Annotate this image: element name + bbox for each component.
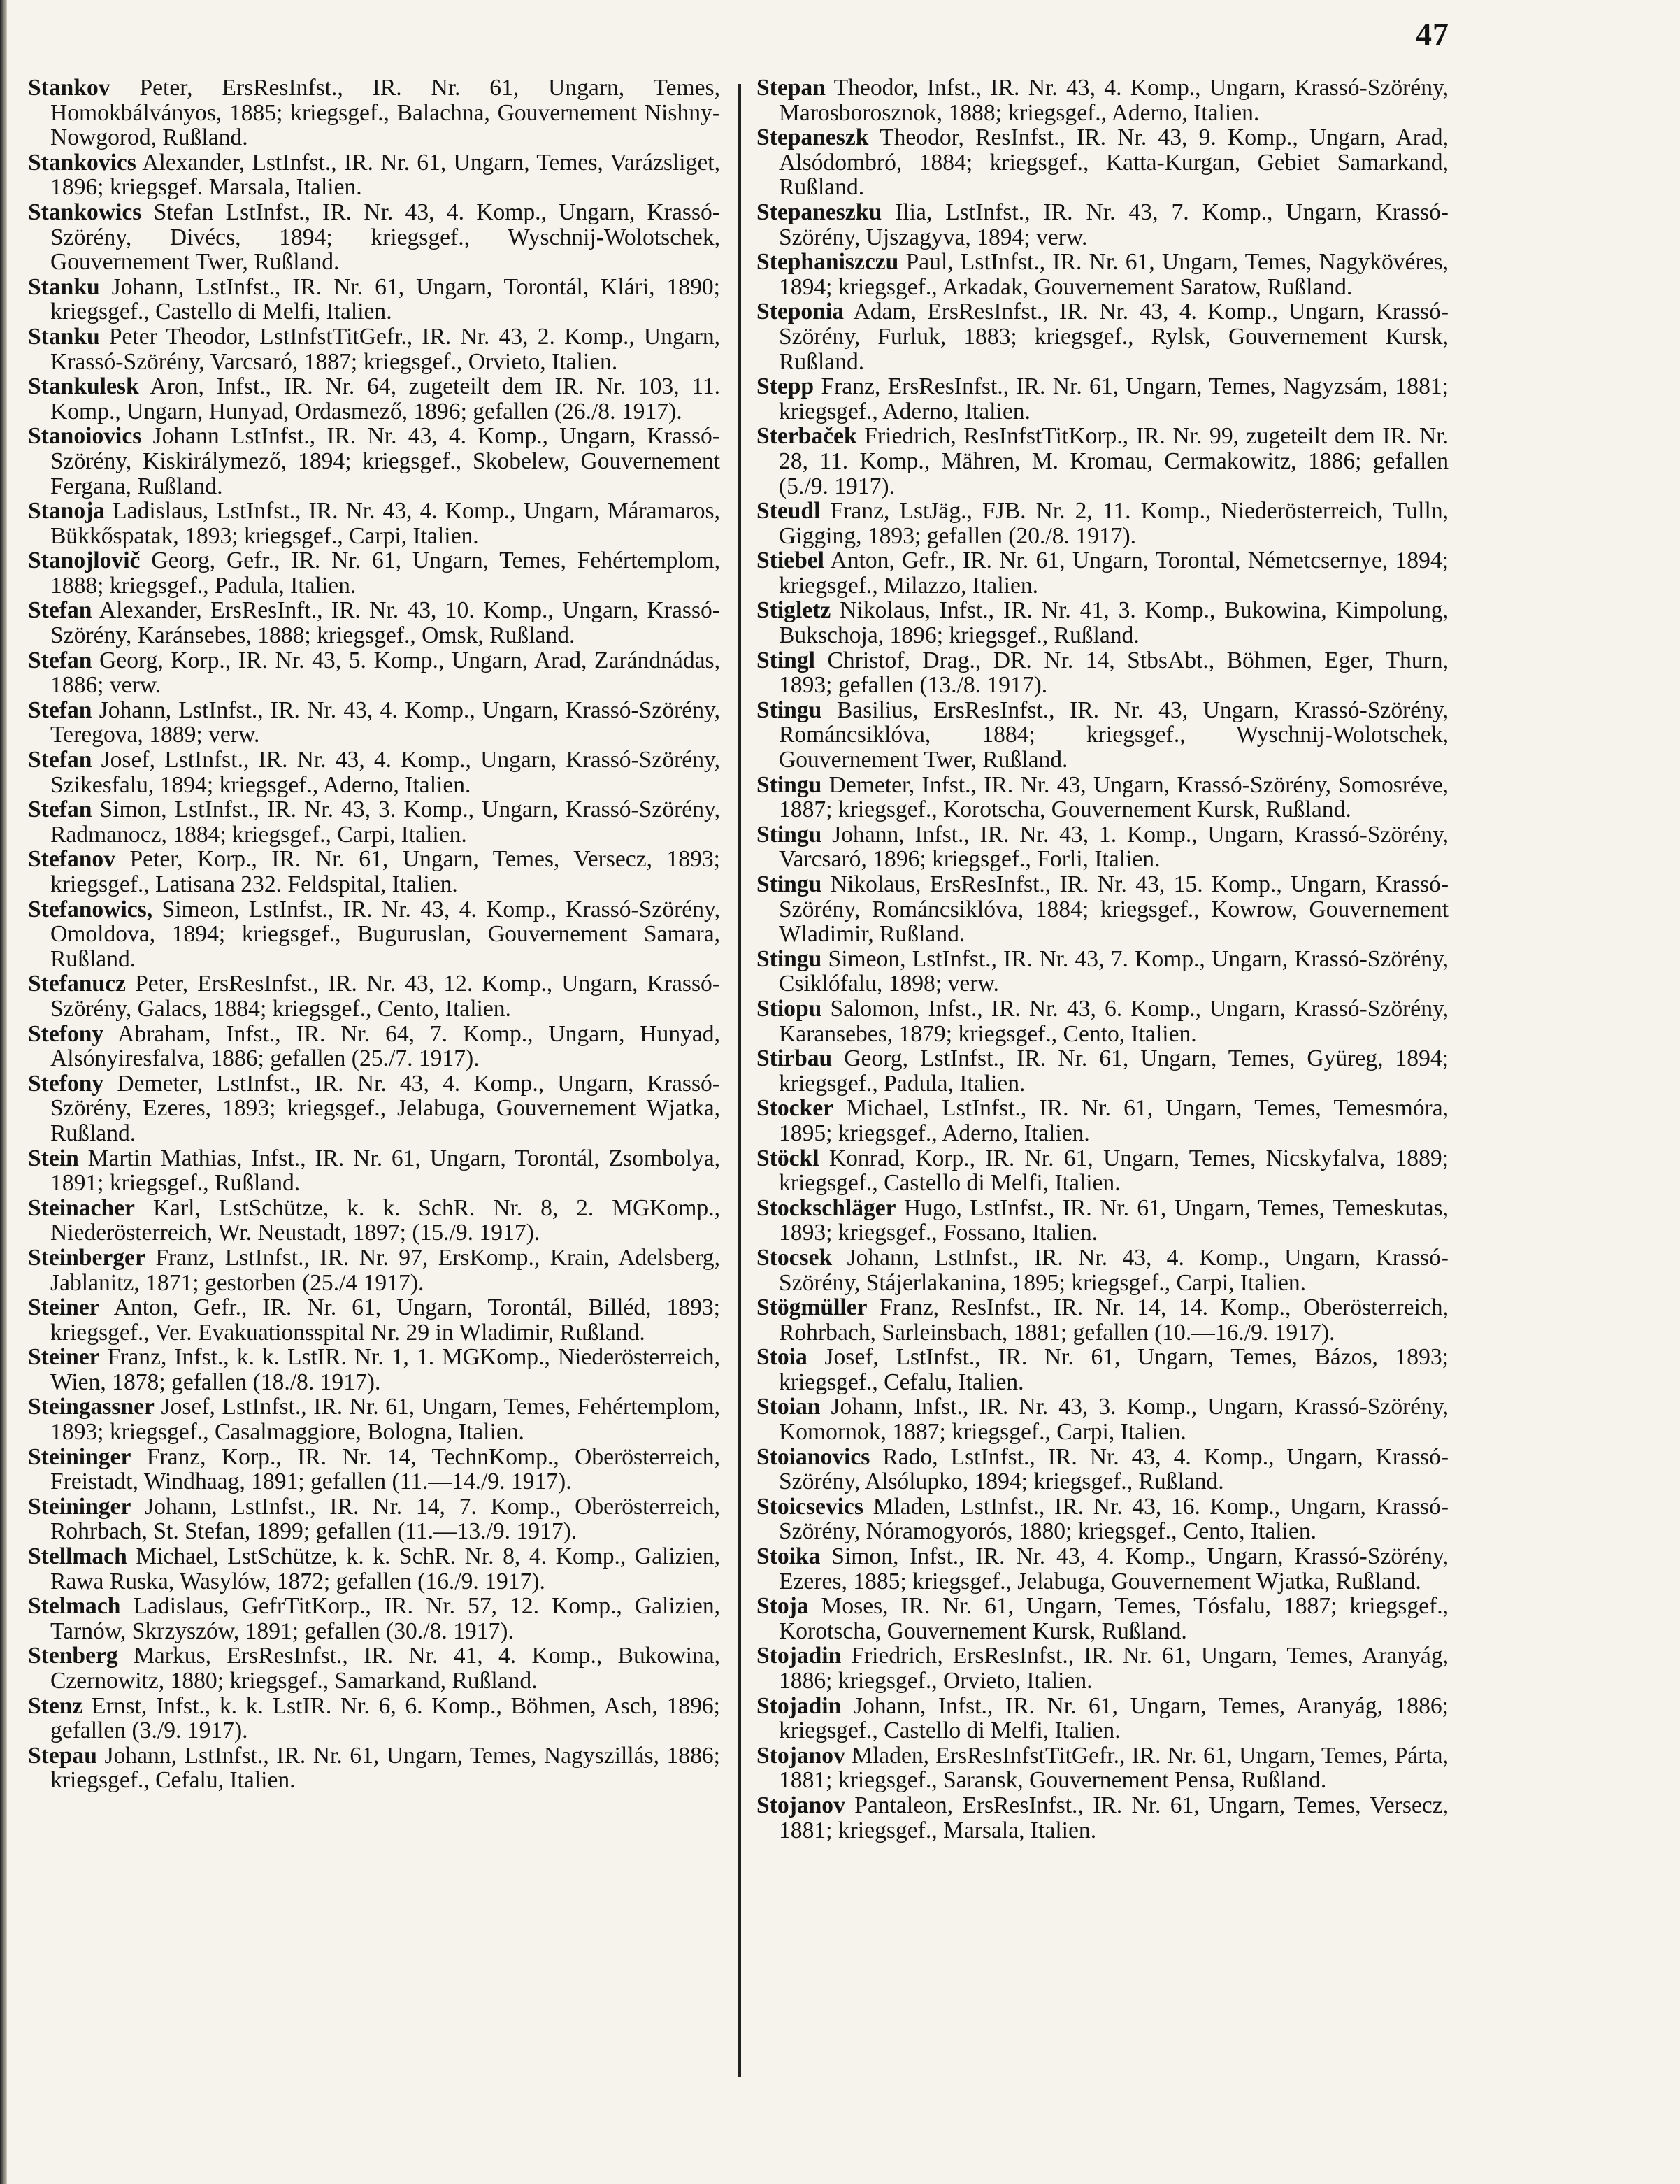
casualty-entry (28, 1643, 720, 1693)
casualty-entry (28, 698, 720, 748)
entry-details: Mladen, ErsResInfstTitGefr., IR. Nr. 61, Ungarn, Temes, Párta, 1881; kriegsgef., Saransk, Gouvernement Pensa, Rußland. (779, 1742, 1449, 1794)
entry-details: Friedrich, ErsResInfst., IR. Nr. 61, Ungarn, Temes, Aranyág, 1886; kriegsgef., Orvieto, Italien. (779, 1643, 1449, 1694)
entry-surname: Stögmüller (756, 1294, 868, 1321)
entry-surname: Stoian (756, 1394, 821, 1420)
casualty-entry (756, 648, 1449, 698)
entry-details: Franz, Infst., k. k. LstIR. Nr. 1, 1. MGKomp., Niederösterreich, Wien, 1878; gefallen (18./8. 1917). (50, 1344, 720, 1395)
entry-details: Ladislaus, LstInfst., IR. Nr. 43, 4. Komp., Ungarn, Máramaros, Bükkőspatak, 1893; kriegsgef., Carpi, Italien. (50, 498, 720, 549)
entry-surname: Steiner (28, 1344, 100, 1371)
casualty-entry (756, 374, 1449, 424)
entry-details: Rado, LstInfst., IR. Nr. 43, 4. Komp., Ungarn, Krassó-Szörény, Alsólupko, 1894; kriegsgef., Rußland. (779, 1443, 1449, 1495)
entry-surname: Stefan (28, 597, 92, 624)
entry-surname: Stirbau (756, 1045, 833, 1072)
entry-surname: Stoia (756, 1344, 807, 1371)
entry-surname: Stepaneszku (756, 199, 882, 225)
entry-surname: Steiner (28, 1294, 100, 1321)
entry-surname: Stefony (28, 1070, 104, 1097)
entry-surname: Stoicsevics (756, 1493, 863, 1520)
entry-details: Peter, Korp., IR. Nr. 61, Ungarn, Temes, Versecz, 1893; kriegsgef., Latisana 232. Feldspital, Italien. (50, 846, 720, 897)
entry-details: Ladislaus, GefrTitKorp., IR. Nr. 57, 12. Komp., Galizien, Tarnów, Skrzyszów, 1891; gefallen (30./8. 1917). (50, 1593, 720, 1644)
casualty-entry (28, 548, 720, 598)
entry-surname: Stoika (756, 1543, 821, 1570)
casualty-entry (28, 648, 720, 698)
entry-details: Demeter, Infst., IR. Nr. 43, Ungarn, Krassó-Szörény, Somosréve, 1887; kriegsgef., Korotscha, Gouvernement Kursk, Rußland. (779, 771, 1449, 823)
casualty-entry (756, 548, 1449, 598)
entry-details: Moses, IR. Nr. 61, Ungarn, Temes, Tósfalu, 1887; kriegsgef., Korotscha, Gouvernement Kursk, Rußland. (779, 1593, 1449, 1644)
casualty-entry (28, 1743, 720, 1793)
entry-surname: Stepp (756, 373, 814, 400)
casualty-entry (28, 598, 720, 648)
casualty-entry (756, 125, 1449, 200)
entry-details: Simon, LstInfst., IR. Nr. 43, 3. Komp., Ungarn, Krassó-Szörény, Radmanocz, 1884; kriegsgef., Carpi, Italien. (50, 797, 720, 848)
left-column (28, 76, 720, 1793)
entry-surname: Stefanowics, (28, 896, 153, 922)
casualty-entry (28, 797, 720, 847)
entry-details: Peter, ErsResInfst., IR. Nr. 43, 12. Komp., Ungarn, Krassó-Szörény, Galacs, 1884; kriegsgef., Cento, Italien. (50, 971, 720, 1022)
entry-surname: Stanku (28, 273, 100, 300)
entry-details: Martin Mathias, Infst., IR. Nr. 61, Ungarn, Torontál, Zsombolya, 1891; kriegsgef., Rußland. (50, 1145, 720, 1197)
casualty-entry (756, 947, 1449, 997)
casualty-entry (756, 499, 1449, 548)
casualty-entry (756, 200, 1449, 250)
entry-details: Franz, LstInfst., IR. Nr. 97, ErsKomp., Krain, Adelsberg, Jablanitz, 1871; gestorben (25./4 1917). (50, 1244, 720, 1296)
entry-surname: Stefan (28, 797, 92, 823)
entry-surname: Stankov (28, 75, 110, 101)
casualty-entry (28, 847, 720, 897)
entry-details: Alexander, LstInfst., IR. Nr. 61, Ungarn, Temes, Varázsliget, 1896; kriegsgef. Marsala, Italien. (50, 149, 720, 201)
entry-details: Peter Theodor, LstInfstTitGefr., IR. Nr. 43, 2. Komp., Ungarn, Krassó-Szörény, Varcsaró, 1887; kriegsgef., Orvieto, Italien. (50, 323, 720, 375)
casualty-entry (28, 1295, 720, 1345)
entry-surname: Stingu (756, 871, 822, 897)
entry-details: Johann, LstInfst., IR. Nr. 43, 4. Komp., Ungarn, Krassó-Szörény, Stájerlakanina, 1895; kriegsgef., Carpi, Italien. (779, 1244, 1449, 1296)
entry-details: Johann LstInfst., IR. Nr. 43, 4. Komp., Ungarn, Krassó-Szörény, Kiskirálymező, 1894; kriegsgef., Skobelew, Gouvernement Fergana, Rußland. (50, 423, 720, 499)
entry-details: Salomon, Infst., IR. Nr. 43, 6. Komp., Ungarn, Krassó-Szörény, Karansebes, 1879; kriegsgef., Cento, Italien. (779, 995, 1449, 1047)
entry-details: Johann, Infst., IR. Nr. 43, 3. Komp., Ungarn, Krassó-Szörény, Komornok, 1887; kriegsgef., Carpi, Italien. (779, 1394, 1449, 1446)
entry-details: Michael, LstSchütze, k. k. SchR. Nr. 8, 4. Komp., Galizien, Rawa Ruska, Wasylów, 1872; gefallen (16./9. 1917). (50, 1543, 720, 1594)
casualty-entry (28, 1594, 720, 1643)
entry-surname: Stojadin (756, 1692, 842, 1719)
entry-surname: Stepaneszk (756, 124, 869, 151)
entry-details: Christof, Drag., DR. Nr. 14, StbsAbt., Böhmen, Eger, Thurn, 1893; gefallen (13./8. 1917). (779, 647, 1449, 699)
casualty-entry (756, 1594, 1449, 1643)
entry-details: Josef, LstInfst., IR. Nr. 43, 4. Komp., Ungarn, Krassó-Szörény, Szikesfalu, 1894; kriegsgef., Aderno, Italien. (50, 747, 720, 798)
entry-details: Johann, LstInfst., IR. Nr. 61, Ungarn, Temes, Nagyszillás, 1886; kriegsgef., Cefalu, Italien. (50, 1742, 720, 1794)
entry-details: Demeter, LstInfst., IR. Nr. 43, 4. Komp., Ungarn, Krassó-Szörény, Ezeres, 1893; kriegsgef., Jelabuga, Gouvernement Wjatka, Rußland. (50, 1070, 720, 1146)
entry-details: Aron, Infst., IR. Nr. 64, zugeteilt dem IR. Nr. 103, 11. Komp., Ungarn, Hunyad, Ordasmező, 1896; gefallen (26./8. 1917). (50, 373, 721, 424)
casualty-entry (28, 150, 720, 200)
entry-surname: Stellmach (28, 1543, 127, 1570)
entry-details: Georg, LstInfst., IR. Nr. 61, Ungarn, Temes, Gyüreg, 1894; kriegsgef., Padula, Italien. (779, 1045, 1449, 1097)
casualty-entry (28, 76, 720, 150)
entry-details: Josef, LstInfst., IR. Nr. 61, Ungarn, Temes, Fehértemplom, 1893; kriegsgef., Casalmaggiore, Bologna, Italien. (50, 1394, 720, 1446)
scan-edge-shadow (0, 0, 7, 2184)
casualty-entry (756, 698, 1449, 773)
casualty-entry (756, 1394, 1449, 1444)
casualty-entry (756, 1694, 1449, 1743)
entry-surname: Stepau (28, 1742, 97, 1769)
casualty-entry (28, 275, 720, 324)
entry-surname: Stigletz (756, 597, 831, 624)
entry-surname: Stefony (28, 1020, 104, 1047)
entry-details: Johann, LstInfst., IR. Nr. 61, Ungarn, Torontál, Klári, 1890; kriegsgef., Castello di Melfi, Italien. (50, 273, 720, 325)
casualty-entry (28, 748, 720, 797)
entry-surname: Stanojlovič (28, 548, 141, 574)
entry-surname: Stingu (756, 821, 822, 848)
casualty-entry (28, 1394, 720, 1444)
entry-details: Simon, Infst., IR. Nr. 43, 4. Komp., Ungarn, Krassó-Szörény, Ezeres, 1885; kriegsgef., Jelabuga, Gouvernement Wjatka, Rußland. (779, 1543, 1449, 1594)
entry-surname: Steponia (756, 299, 845, 325)
casualty-entry (756, 1544, 1449, 1594)
entry-details: Franz, ErsResInfst., IR. Nr. 61, Ungarn, Temes, Nagyzsám, 1881; kriegsgef., Aderno, Italien. (779, 373, 1449, 424)
column-divider (738, 84, 741, 2077)
casualty-entry (28, 200, 720, 275)
entry-surname: Stojanov (756, 1742, 845, 1769)
casualty-entry (756, 1445, 1449, 1494)
entry-details: Paul, LstInfst., IR. Nr. 61, Ungarn, Temes, Nagykövéres, 1894; kriegsgef., Arkadak, Gouvernement Saratow, Rußland. (779, 249, 1449, 300)
entry-surname: Stepan (756, 75, 826, 101)
entry-surname: Stankowics (28, 199, 142, 225)
entry-surname: Stocsek (756, 1244, 833, 1271)
casualty-entry (28, 374, 720, 424)
entry-surname: Stojanov (756, 1792, 845, 1818)
entry-details: Simeon, LstInfst., IR. Nr. 43, 4. Komp., Krassó-Szörény, Omoldova, 1894; kriegsgef., Buguruslan, Gouvernement Samara, Rußland. (50, 896, 720, 972)
entry-details: Basilius, ErsResInfst., IR. Nr. 43, Ungarn, Krassó-Szörény, Románcsiklóva, 1884; kriegsgef., Wyschnij-Wolotschek, Gouvernement Twer, Rußland. (779, 697, 1449, 773)
entry-surname: Sterbaček (756, 423, 857, 450)
casualty-entry (28, 1345, 720, 1394)
entry-details: Josef, LstInfst., IR. Nr. 61, Ungarn, Temes, Bázos, 1893; kriegsgef., Cefalu, Italien. (779, 1344, 1449, 1395)
casualty-entry (756, 1345, 1449, 1394)
entry-surname: Stefan (28, 747, 92, 773)
casualty-entry (756, 1096, 1449, 1145)
entry-details: Stefan LstInfst., IR. Nr. 43, 4. Komp., Ungarn, Krassó-Szörény, Divécs, 1894; kriegsgef., Wyschnij-Wolotschek, Gouvernement Twer, Rußland. (50, 199, 720, 276)
entry-surname: Stankulesk (28, 373, 139, 400)
page-number: 47 (1416, 16, 1449, 52)
entry-surname: Stoianovics (756, 1443, 870, 1470)
entry-details: Pantaleon, ErsResInfst., IR. Nr. 61, Ungarn, Temes, Versecz, 1881; kriegsgef., Marsala, Italien. (779, 1792, 1449, 1843)
entry-surname: Stenberg (28, 1643, 118, 1669)
entry-surname: Stiebel (756, 548, 824, 574)
entry-details: Simeon, LstInfst., IR. Nr. 43, 7. Komp., Ungarn, Krassó-Szörény, Csiklófalu, 1898; verw. (779, 945, 1449, 997)
entry-details: Johann, LstInfst., IR. Nr. 14, 7. Komp., Oberösterreich, Rohrbach, St. Stefan, 1899; gefallen (11.—13./9. 1917). (50, 1493, 720, 1545)
casualty-entry (28, 1246, 720, 1295)
entry-surname: Stojadin (756, 1643, 842, 1669)
entry-details: Georg, Korp., IR. Nr. 43, 5. Komp., Ungarn, Arad, Zarándnádas, 1886; verw. (50, 647, 720, 699)
casualty-entry (756, 1643, 1449, 1693)
entry-surname: Stelmach (28, 1593, 121, 1620)
casualty-entry (28, 1146, 720, 1196)
entry-surname: Steudl (756, 498, 821, 524)
entry-surname: Steinberger (28, 1244, 145, 1271)
casualty-entry (28, 1494, 720, 1544)
casualty-entry (28, 499, 720, 548)
entry-surname: Stankovics (28, 149, 136, 176)
entry-details: Franz, Korp., IR. Nr. 14, TechnKomp., Oberösterreich, Freistadt, Windhaag, 1891; gefallen (11.—14./9. 1917). (50, 1443, 720, 1495)
entry-surname: Stefanov (28, 846, 115, 873)
casualty-entry (756, 1146, 1449, 1196)
entry-details: Karl, LstSchütze, k. k. SchR. Nr. 8, 2. MGKomp., Niederösterreich, Wr. Neustadt, 1897; (15./9. 1917). (50, 1194, 720, 1246)
casualty-entry (756, 424, 1449, 499)
casualty-entry (28, 1544, 720, 1594)
casualty-entry (756, 822, 1449, 872)
entry-surname: Stingu (756, 945, 822, 972)
entry-surname: Stanoiovics (28, 423, 142, 450)
entry-details: Hugo, LstInfst., IR. Nr. 61, Ungarn, Temes, Temeskutas, 1893; kriegsgef., Fossano, Italien. (779, 1194, 1449, 1246)
entry-details: Franz, ResInfst., IR. Nr. 14, 14. Komp., Oberösterreich, Rohrbach, Sarleinsbach, 1881; gefallen (10.—16./9. 1917). (779, 1294, 1449, 1346)
entry-details: Georg, Gefr., IR. Nr. 61, Ungarn, Temes, Fehértemplom, 1888; kriegsgef., Padula, Italien. (50, 548, 720, 599)
entry-details: Anton, Gefr., IR. Nr. 61, Ungarn, Torontal, Németcsernye, 1894; kriegsgef., Milazzo, Italien. (779, 548, 1449, 599)
casualty-entry (28, 324, 720, 374)
entry-details: Nikolaus, ErsResInfst., IR. Nr. 43, 15. Komp., Ungarn, Krassó-Szörény, Románcsiklóva, 1884; kriegsgef., Kowrow, Gouvernement Wladimir, Rußland. (779, 871, 1449, 948)
entry-details: Peter, ErsResInfst., IR. Nr. 61, Ungarn, Temes, Homokbálványos, 1885; kriegsgef., Balachna, Gouvernement Nishny-Nowgorod, Rußland. (50, 75, 720, 151)
entry-surname: Stockschläger (756, 1194, 896, 1221)
entry-surname: Stefanucz (28, 971, 126, 997)
entry-surname: Stoja (756, 1593, 809, 1620)
casualty-entry (756, 76, 1449, 125)
entry-details: Nikolaus, Infst., IR. Nr. 41, 3. Komp., Bukowina, Kimpolung, Bukschoja, 1896; kriegsgef., Rußland. (779, 597, 1449, 649)
casualty-entry (756, 1196, 1449, 1246)
entry-surname: Steinacher (28, 1194, 135, 1221)
entry-surname: Stephaniszczu (756, 249, 899, 276)
entry-details: Adam, ErsResInfst., IR. Nr. 43, 4. Komp., Ungarn, Krassó-Szörény, Furluk, 1883; kriegsgef., Rylsk, Gouvernement Kursk, Rußland. (779, 299, 1449, 375)
entry-details: Markus, ErsResInfst., IR. Nr. 41, 4. Komp., Bukowina, Czernowitz, 1880; kriegsgef., Samarkand, Rußland. (50, 1643, 720, 1694)
entry-surname: Stanku (28, 323, 100, 350)
entry-surname: Steingassner (28, 1394, 155, 1420)
entry-details: Johann, LstInfst., IR. Nr. 43, 4. Komp., Ungarn, Krassó-Szörény, Teregova, 1889; verw. (50, 697, 720, 748)
casualty-entry (756, 872, 1449, 947)
entry-details: Alexander, ErsResInft., IR. Nr. 43, 10. Komp., Ungarn, Krassó-Szörény, Karánsebes, 1888; kriegsgef., Omsk, Rußland. (50, 597, 720, 649)
entry-surname: Stingl (756, 647, 815, 673)
entry-details: Johann, Infst., IR. Nr. 43, 1. Komp., Ungarn, Krassó-Szörény, Varcsaró, 1896; kriegsgef., Forli, Italien. (779, 821, 1449, 873)
entry-surname: Stein (28, 1145, 79, 1171)
entry-surname: Stingu (756, 771, 822, 798)
entry-surname: Stöckl (756, 1145, 819, 1171)
casualty-entry (28, 971, 720, 1021)
casualty-entry (756, 299, 1449, 374)
casualty-entry (28, 1445, 720, 1494)
entry-details: Ilia, LstInfst., IR. Nr. 43, 7. Komp., Ungarn, Krassó-Szörény, Ujszagyva, 1894; verw. (779, 199, 1449, 250)
entry-details: Ernst, Infst., k. k. LstIR. Nr. 6, 6. Komp., Böhmen, Asch, 1896; gefallen (3./9. 1917). (50, 1692, 720, 1744)
casualty-entry (756, 1793, 1449, 1843)
casualty-entry (756, 1046, 1449, 1096)
casualty-entry (756, 1295, 1449, 1345)
casualty-entry (756, 1494, 1449, 1544)
right-column (756, 76, 1449, 1843)
entry-surname: Stocker (756, 1095, 834, 1122)
casualty-entry (28, 424, 720, 499)
casualty-entry (28, 897, 720, 972)
casualty-entry (756, 250, 1449, 299)
entry-surname: Stiopu (756, 995, 822, 1022)
entry-details: Theodor, ResInfst., IR. Nr. 43, 9. Komp., Ungarn, Arad, Alsódombró, 1884; kriegsgef., Katta-Kurgan, Gebiet Samarkand, Rußland. (779, 124, 1449, 201)
entry-details: Michael, LstInfst., IR. Nr. 61, Ungarn, Temes, Temesmóra, 1895; kriegsgef., Aderno, Italien. (779, 1095, 1449, 1146)
entry-details: Abraham, Infst., IR. Nr. 64, 7. Komp., Ungarn, Hunyad, Alsónyiresfalva, 1886; gefallen (25./7. 1917). (50, 1020, 720, 1072)
casualty-entry (28, 1694, 720, 1743)
entry-details: Anton, Gefr., IR. Nr. 61, Ungarn, Torontál, Billéd, 1893; kriegsgef., Ver. Evakuationsspital Nr. 29 in Wladimir, Rußland. (50, 1294, 721, 1346)
entry-surname: Steininger (28, 1443, 131, 1470)
entry-details: Theodor, Infst., IR. Nr. 43, 4. Komp., Ungarn, Krassó-Szörény, Marosborosznok, 1888; kriegsgef., Aderno, Italien. (779, 75, 1449, 126)
casualty-entry (756, 598, 1449, 648)
casualty-entry (756, 1743, 1449, 1793)
casualty-entry (28, 1071, 720, 1146)
entry-surname: Stefan (28, 647, 92, 673)
casualty-entry (756, 773, 1449, 822)
entry-details: Mladen, LstInfst., IR. Nr. 43, 16. Komp., Ungarn, Krassó-Szörény, Nóramogyorós, 1880; kriegsgef., Cento, Italien. (779, 1493, 1449, 1545)
entry-details: Friedrich, ResInfstTitKorp., IR. Nr. 99, zugeteilt dem IR. Nr. 28, 11. Komp., Mähren, M. Kromau, Cermakowitz, 1886; gefallen (5./9. 1917). (779, 423, 1449, 499)
casualty-entry (28, 1022, 720, 1071)
casualty-entry (756, 997, 1449, 1046)
entry-surname: Stingu (756, 697, 822, 723)
casualty-entry (756, 1246, 1449, 1295)
entry-surname: Stenz (28, 1692, 83, 1719)
entry-details: Konrad, Korp., IR. Nr. 61, Ungarn, Temes, Nicskyfalva, 1889; kriegsgef., Castello di Melfi, Italien. (779, 1145, 1449, 1197)
entry-details: Franz, LstJäg., FJB. Nr. 2, 11. Komp., Niederösterreich, Tulln, Gigging, 1893; gefallen (20./8. 1917). (779, 498, 1449, 549)
casualty-entry (28, 1196, 720, 1246)
entry-surname: Steininger (28, 1493, 131, 1520)
entry-details: Johann, Infst., IR. Nr. 61, Ungarn, Temes, Aranyág, 1886; kriegsgef., Castello di Melfi, Italien. (779, 1692, 1449, 1744)
entry-surname: Stanoja (28, 498, 106, 524)
entry-surname: Stefan (28, 697, 92, 723)
